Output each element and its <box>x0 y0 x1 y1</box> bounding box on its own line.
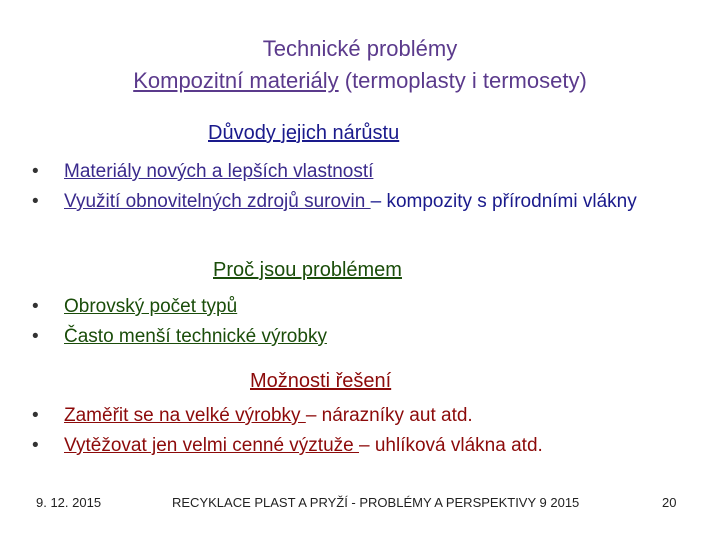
bullet-icon: • <box>32 435 39 456</box>
section3-list <box>30 401 690 461</box>
list-item-main: Využití obnovitelných zdrojů surovin <box>64 191 371 212</box>
bullet-icon: • <box>32 161 39 182</box>
list-item <box>30 187 690 217</box>
list-item-main: Vytěžovat jen velmi cenné výztuže <box>64 435 359 456</box>
bullet-icon: • <box>32 191 39 212</box>
list-item <box>30 401 690 431</box>
bullet-icon: • <box>32 405 39 426</box>
bullet-icon: • <box>32 326 39 347</box>
list-item <box>30 157 690 187</box>
bullet-icon: • <box>32 296 39 317</box>
section2-list <box>30 292 690 352</box>
section1-heading: Důvody jejich nárůstu <box>208 122 400 144</box>
list-item <box>30 322 690 352</box>
section1-list <box>30 157 690 217</box>
footer-page-number: 20 <box>662 495 677 510</box>
list-item-rest: – uhlíková vlákna atd. <box>359 435 543 456</box>
footer-title: RECYKLACE PLAST A PRYŽÍ - PROBLÉMY A PERSPEKTIVY 9 2015 <box>172 495 580 510</box>
list-item <box>30 292 690 322</box>
footer-date: 9. 12. 2015 <box>36 495 102 510</box>
list-item-rest: – nárazníky aut atd. <box>305 405 473 426</box>
subtitle-rest-text: (termoplasty i termosety) <box>338 68 587 93</box>
list-item-main: Obrovský počet typů <box>64 296 238 317</box>
section3-heading: Možnosti řešení <box>250 370 392 392</box>
list-item-main: Často menší technické výrobky <box>64 326 327 347</box>
slide-title <box>0 34 720 64</box>
title-line1-text: Technické problémy <box>262 36 458 61</box>
section2-heading: Proč jsou problémem <box>213 259 402 281</box>
list-item-main: Materiály nových a lepších vlastností <box>64 161 374 182</box>
list-item-main: Zaměřit se na velké výrobky <box>64 405 306 426</box>
slide-subtitle <box>0 66 720 96</box>
subtitle-underlined-text: Kompozitní materiály <box>133 68 339 93</box>
list-item-rest: – kompozity s přírodními vlákny <box>370 191 637 212</box>
list-item <box>30 431 690 461</box>
